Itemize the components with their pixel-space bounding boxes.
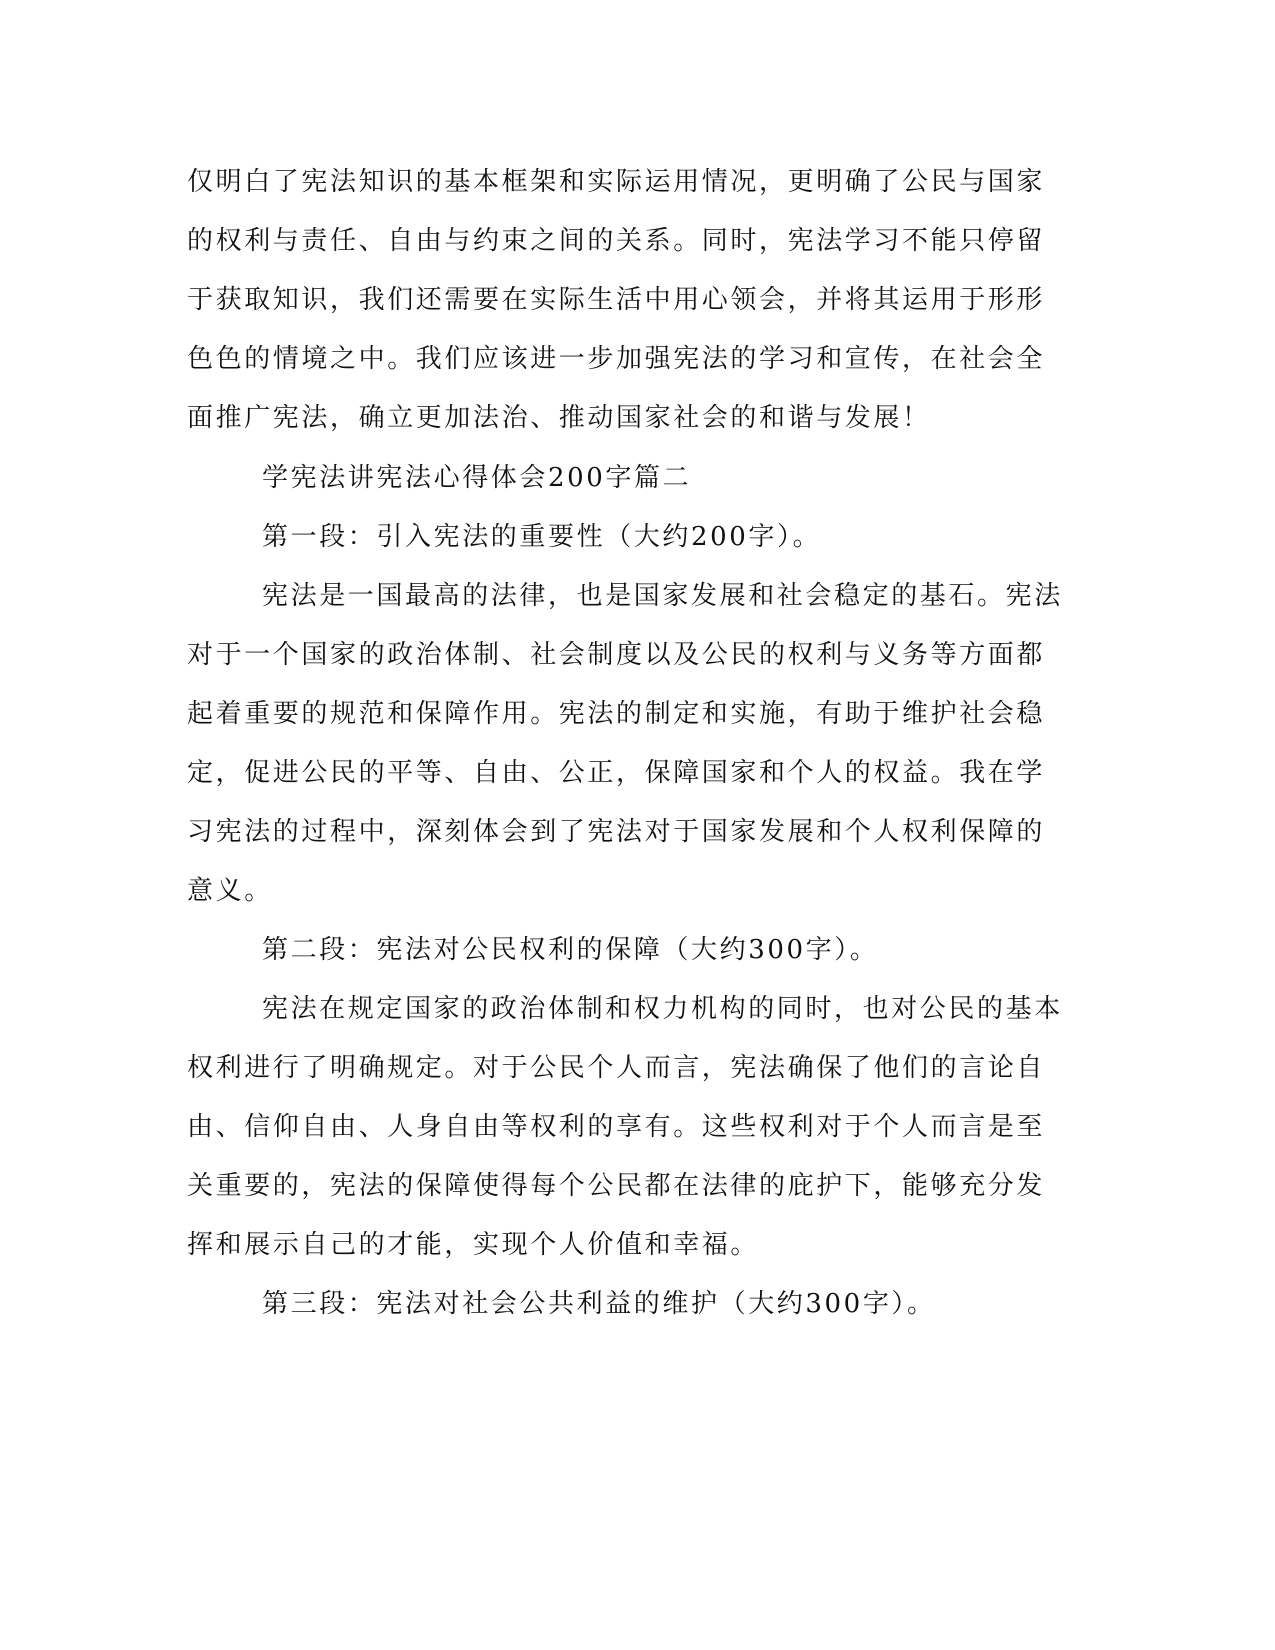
paragraph-heading: 第三段：宪法对社会公共利益的维护（大约300字）。: [262, 1289, 936, 1319]
text-line: 对于一个国家的政治体制、社会制度以及公民的权利与义务等方面都: [187, 640, 1046, 670]
text-line: 色色的情境之中。我们应该进一步加强宪法的学习和宣传，在社会全: [187, 344, 1046, 374]
text-line: 面推广宪法，确立更加法治、推动国家社会的和谐与发展！: [187, 403, 931, 433]
text-line: 的权利与责任、自由与约束之间的关系。同时，宪法学习不能只停留: [187, 226, 1046, 256]
paragraph-heading: 第一段：引入宪法的重要性（大约200字）。: [262, 522, 822, 552]
paragraph-heading: 第二段：宪法对公民权利的保障（大约300字）。: [262, 935, 879, 965]
text-line: 关重要的，宪法的保障使得每个公民都在法律的庇护下，能够充分发: [187, 1171, 1046, 1201]
text-line: 定，促进公民的平等、自由、公正，保障国家和个人的权益。我在学: [187, 758, 1046, 788]
text-line: 意义。: [187, 876, 273, 906]
section-heading: 学宪法讲宪法心得体会200字篇二: [262, 463, 692, 493]
text-line: 宪法在规定国家的政治体制和权力机构的同时，也对公民的基本: [262, 994, 1063, 1024]
text-line: 习宪法的过程中，深刻体会到了宪法对于国家发展和个人权利保障的: [187, 817, 1046, 847]
text-line: 挥和展示自己的才能，实现个人价值和幸福。: [187, 1230, 760, 1260]
text-line: 权利进行了明确规定。对于公民个人而言，宪法确保了他们的言论自: [187, 1053, 1046, 1083]
text-line: 起着重要的规范和保障作用。宪法的制定和实施，有助于维护社会稳: [187, 699, 1046, 729]
text-line: 宪法是一国最高的法律，也是国家发展和社会稳定的基石。宪法: [262, 581, 1063, 611]
text-line: 由、信仰自由、人身自由等权利的享有。这些权利对于个人而言是至: [187, 1112, 1046, 1142]
text-line: 于获取知识，我们还需要在实际生活中用心领会，并将其运用于形形: [187, 285, 1046, 315]
text-line: 仅明白了宪法知识的基本框架和实际运用情况，更明确了公民与国家: [187, 167, 1046, 197]
